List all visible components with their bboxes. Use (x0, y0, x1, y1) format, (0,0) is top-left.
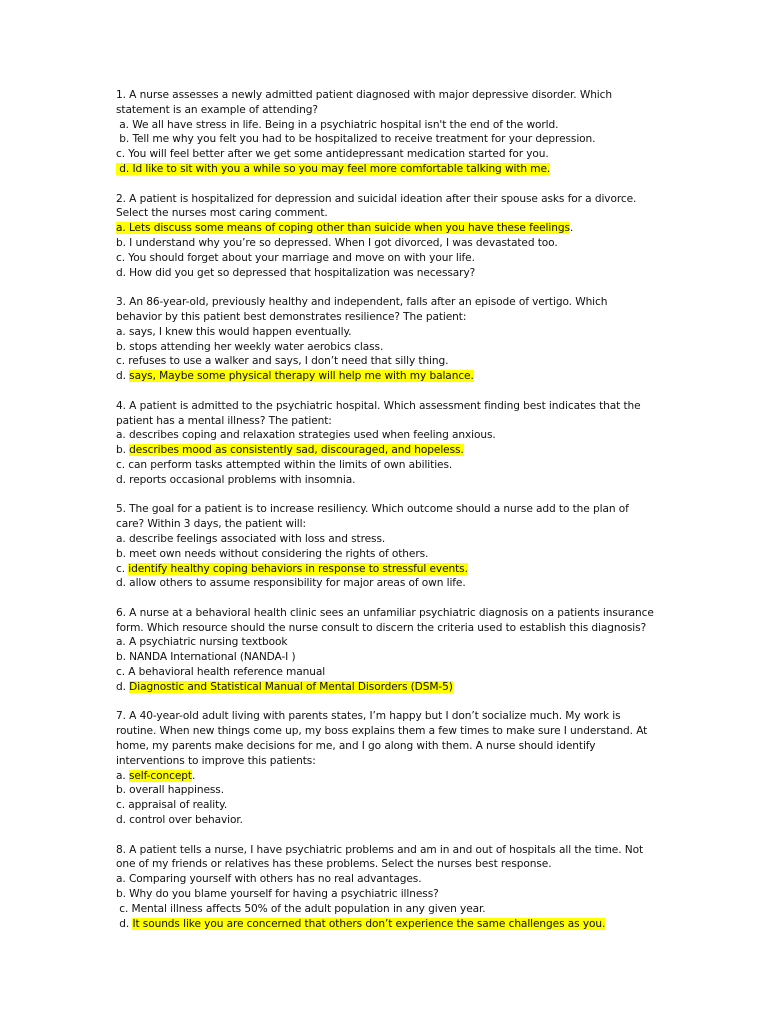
option-text: describes coping and relaxation strategies used when feeling anxious. (128, 429, 496, 442)
option-text: overall happiness. (129, 784, 224, 797)
answer-option (116, 251, 656, 266)
document-page (116, 88, 656, 946)
question-stem-line: 8. A patient tells a nurse, I have psychiatric problems and am in and out of hospitals all the time. Not (116, 843, 644, 856)
option-text: A behavioral health reference manual (128, 666, 326, 679)
question-stem-line: statement is an example of attending? (116, 103, 318, 116)
option-letter: b. (116, 340, 130, 353)
option-text: You should forget about your marriage and move on with your life. (128, 251, 475, 264)
option-letter: c. (116, 666, 129, 679)
answer-option (116, 813, 656, 828)
option-letter: b. (116, 236, 130, 249)
option-letter: c. (116, 148, 129, 161)
option-letter: d. (116, 577, 130, 590)
answer-option (116, 665, 656, 680)
question-block (116, 606, 656, 695)
answer-option (116, 547, 656, 562)
option-text: allow others to assume responsibility for major areas of own life. (129, 577, 466, 590)
answer-option (116, 576, 656, 591)
option-letter: a. (116, 325, 129, 338)
option-letter: d. (116, 814, 130, 827)
answer-option (116, 266, 656, 281)
option-letter: a. (116, 873, 129, 886)
question-block (116, 709, 656, 827)
option-letter: b. (116, 888, 130, 901)
option-letter: d. (116, 680, 130, 693)
option-letter: d. (116, 266, 130, 279)
answer-option (116, 354, 656, 369)
option-letter: a. (116, 636, 129, 649)
answer-option-correct (116, 369, 656, 384)
question-stem-line: routine. When new things come up, my boss explains them a few times to make sure I understand. At (116, 725, 648, 738)
highlighted-answer-text: says, Maybe some physical therapy will help me with my balance. (129, 370, 474, 383)
answer-option (116, 132, 656, 147)
question-stem-line: home, my parents make decisions for me, and I go along with them. A nurse should identify (116, 740, 596, 753)
question-stem-line: form. Which resource should the nurse consult to discern the criteria used to establish this diagnosis? (116, 621, 647, 634)
answer-option (116, 340, 656, 355)
option-text: Mental illness affects 50% of the adult population in any given year. (131, 902, 486, 915)
question-block (116, 192, 656, 281)
question-block (116, 295, 656, 384)
highlighted-answer-text: self-concept (128, 769, 192, 782)
question-block (116, 88, 656, 177)
question-block (116, 502, 656, 591)
option-letter: c. (116, 562, 129, 575)
question-stem-line: behavior by this patient best demonstrates resilience? The patient: (116, 310, 467, 323)
answer-option-correct (116, 917, 656, 932)
option-text: A psychiatric nursing textbook (128, 636, 288, 649)
highlighted-answer-text: identify healthy coping behaviors in response to stressful events. (128, 562, 468, 575)
answer-option-correct (116, 769, 656, 784)
question-stem-line: 6. A nurse at a behavioral health clinic sees an unfamiliar psychiatric diagnosis on a patients insurance (116, 606, 654, 619)
option-text: can perform tasks attempted within the limits of own abilities. (128, 458, 453, 471)
option-text: describe feelings associated with loss and stress. (128, 532, 386, 545)
question-stem-line: 5. The goal for a patient is to increase resiliency. Which outcome should a nurse add to the plan of (116, 503, 629, 516)
option-text: says, I knew this would happen eventually. (128, 325, 352, 338)
question-stem-line: 2. A patient is hospitalized for depression and suicidal ideation after their spouse asks for a divorce. (116, 192, 637, 205)
option-text: We all have stress in life. Being in a psychiatric hospital isn't the end of the world. (132, 118, 559, 131)
answer-option (116, 458, 656, 473)
highlighted-answer-text: It sounds like you are concerned that others don’t experience the same challenges as you. (132, 917, 606, 930)
question-stem-line: 4. A patient is admitted to the psychiatric hospital. Which assessment finding best indicates that the (116, 399, 641, 412)
option-letter: c. (116, 251, 129, 264)
option-text: refuses to use a walker and says, I don’t need that silly thing. (128, 355, 449, 368)
question-stem-line: Select the nurses most caring comment. (116, 207, 328, 220)
highlighted-answer-text: Id like to sit with you a while so you may feel more comfortable talking with me. (132, 162, 551, 175)
option-text: You will feel better after we get some antidepressant medication started for you. (128, 148, 549, 161)
answer-option (116, 902, 656, 917)
option-letter: a. (116, 118, 133, 131)
highlighted-answer-text: Diagnostic and Statistical Manual of Mental Disorders (DSM-5) (129, 680, 453, 693)
answer-option (116, 872, 656, 887)
option-letter: d. (116, 917, 133, 930)
option-letter: c. (116, 902, 132, 915)
option-letter: b. (116, 784, 130, 797)
answer-option-correct (116, 162, 656, 177)
option-letter: a. (116, 532, 129, 545)
option-letter: a. (116, 769, 129, 782)
option-letter: d. (116, 370, 130, 383)
highlighted-answer-text: describes mood as consistently sad, discouraged, and hopeless. (129, 444, 464, 457)
option-text: control over behavior. (129, 814, 243, 827)
option-text: NANDA International (NANDA-I ) (129, 651, 296, 664)
option-text: Tell me why you felt you had to be hospitalized to receive treatment for your depression. (132, 133, 596, 146)
question-stem-line: 1. A nurse assesses a newly admitted patient diagnosed with major depressive disorder. Which (116, 89, 612, 101)
answer-option (116, 147, 656, 162)
answer-option-correct (116, 443, 656, 458)
option-letter: b. (116, 651, 130, 664)
question-stem-line: care? Within 3 days, the patient will: (116, 518, 306, 531)
option-letter: c. (116, 799, 129, 812)
option-letter: b. (116, 547, 130, 560)
question-stem-line: 3. An 86-year-old, previously healthy and independent, falls after an episode of vertigo. Which (116, 296, 608, 309)
option-text: meet own needs without considering the rights of others. (129, 547, 429, 560)
option-letter: b. (116, 133, 133, 146)
answer-option (116, 798, 656, 813)
question-stem-line: patient has a mental illness? The patient: (116, 414, 332, 427)
question-block (116, 843, 656, 932)
answer-option (116, 428, 656, 443)
option-letter: b. (116, 444, 130, 457)
answer-option-correct (116, 221, 656, 236)
option-text: Comparing yourself with others has no real advantages. (128, 873, 422, 886)
option-letter: c. (116, 458, 129, 471)
answer-option (116, 118, 656, 133)
option-text: I understand why you’re so depressed. When I got divorced, I was devastated too. (129, 236, 558, 249)
answer-option-correct (116, 562, 656, 577)
question-block (116, 399, 656, 488)
option-punctuation: . (569, 222, 574, 235)
answer-option (116, 635, 656, 650)
option-text: appraisal of reality. (128, 799, 228, 812)
answer-option (116, 650, 656, 665)
option-letter: d. (116, 162, 133, 175)
highlighted-answer-text: Lets discuss some means of coping other than suicide when you have these feelings (128, 222, 570, 235)
answer-option (116, 473, 656, 488)
option-text: Why do you blame yourself for having a psychiatric illness? (129, 888, 439, 901)
option-punctuation: . (191, 769, 196, 782)
question-stem-line: 7. A 40-year-old adult living with parents states, I’m happy but I don’t socialize much. My work is (116, 710, 621, 723)
option-letter: a. (116, 222, 129, 235)
question-stem-line: interventions to improve this patients: (116, 754, 316, 767)
option-letter: c. (116, 355, 129, 368)
option-letter: d. (116, 473, 130, 486)
answer-option (116, 532, 656, 547)
answer-option-correct (116, 680, 656, 695)
answer-option (116, 887, 656, 902)
question-stem-line: one of my friends or relatives has these problems. Select the nurses best response. (116, 858, 552, 871)
answer-option (116, 236, 656, 251)
answer-option (116, 783, 656, 798)
option-text: reports occasional problems with insomnia. (129, 473, 356, 486)
option-letter: a. (116, 429, 129, 442)
option-text: stops attending her weekly water aerobics class. (129, 340, 384, 353)
answer-option (116, 325, 656, 340)
option-text: How did you get so depressed that hospitalization was necessary? (129, 266, 476, 279)
